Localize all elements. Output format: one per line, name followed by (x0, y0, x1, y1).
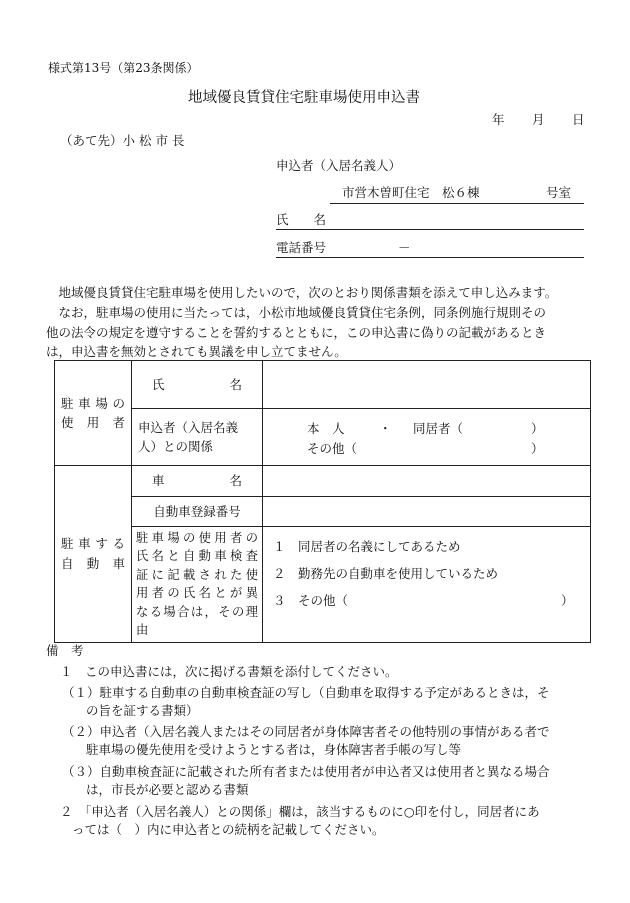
note-2-cont: っては（ ）内に申込者との続柄を記載してください。 (72, 822, 385, 837)
reason-option-2[interactable]: ２ 勤務先の自動車を使用しているため (273, 566, 499, 581)
body-line-2: なお，駐車場の使用に当たっては，小松市地域優良賃貸住宅条例，同条例施行規則その (46, 305, 547, 320)
reason-option-1[interactable]: １ 同居者の名義にしてあるため (273, 539, 461, 554)
note-1-2: （２）申込者（入居名義人またはその同居者が身体障害者その他特別の事情がある者で (62, 724, 550, 739)
car-name-label: 車 名 (132, 466, 263, 497)
reason-option-3[interactable]: ３ その他（ (273, 593, 349, 608)
application-table (54, 360, 591, 643)
note-1-1: （１）駐車する自動車の自動車検査証の写し（自動車を取得する予定があるときは，そ (62, 685, 550, 700)
reason-option-3-close: ） (561, 593, 574, 608)
phone-dash: － (398, 240, 411, 255)
reason-options (263, 527, 591, 643)
date-day-label: 日 (572, 112, 585, 127)
address-underline (330, 203, 584, 204)
address-text: 市営木曽町住宅 松６棟 (342, 185, 480, 200)
note-1-2-cont: 駐車場の優先使用を受けようとする者は，身体障害者手帳の写し等 (86, 742, 462, 757)
user-section-header: 駐車場の 使 用 者 (55, 361, 132, 466)
relation-field[interactable] (263, 409, 591, 466)
relation-cohabitant-close: ） (531, 421, 544, 436)
user-name-field[interactable] (263, 361, 591, 409)
note-1-3-cont: は，市長が必要と認める書類 (86, 782, 249, 797)
date-month-label: 月 (532, 112, 545, 127)
phone-label: 電話番号 (276, 240, 327, 255)
note-1: １ この申込書には，次に掲げる書類を添付してください。 (60, 664, 398, 679)
relation-separator: ・ (379, 421, 392, 436)
applicant-heading: 申込者（入居名義人） (276, 158, 402, 173)
addressee: （あて先）小 松 市 長 (60, 133, 185, 148)
note-2: ２ 「申込者（入居名義人）との関係」欄は，該当するものに○印を付し，同居者にあ (60, 804, 540, 819)
body-line-1: 地域優良賃貸住宅駐車場を使用したいので，次のとおり関係書類を添えて申し込みます。 (46, 285, 558, 300)
user-name-label: 氏 名 (132, 361, 263, 409)
date-year-label: 年 (492, 112, 505, 127)
form-number: 様式第13号（第23条関係） (48, 61, 199, 75)
room-suffix: 号室 (546, 185, 572, 200)
name-label: 氏 名 (276, 212, 327, 227)
page-title: 地域優良賃貸住宅駐車場使用申込書 (188, 90, 420, 106)
phone-field[interactable] (276, 257, 584, 258)
note-1-1-cont: の旨を証する書類） (86, 703, 199, 718)
relation-self-option[interactable]: 本 人 (307, 421, 345, 436)
notes-heading: 備 考 (46, 643, 84, 658)
relation-other-option[interactable]: その他（ (307, 441, 358, 456)
registration-label: 自動車登録番号 (132, 497, 263, 527)
relation-cohabitant-option[interactable]: 同居者（ (413, 421, 464, 436)
note-1-3: （３）自動車検査証に記載された所有者または使用者が申込者又は使用者と異なる場合 (62, 764, 550, 779)
name-field[interactable] (276, 229, 584, 230)
registration-field[interactable] (263, 497, 591, 527)
body-line-3: 他の法令の規定を遵守することを誓約するとともに，この申込書に偽りの記載があるとき (46, 325, 547, 340)
body-line-4: は，申込書を無効とされても異議を申し立てません。 (46, 344, 347, 359)
car-name-field[interactable] (263, 466, 591, 497)
vehicle-section-header: 駐車する 自 動 車 (55, 466, 132, 643)
relation-other-close: ） (531, 441, 544, 456)
relation-label: 申込者（入居名義 人）との関係 (132, 409, 263, 466)
reason-label: 駐車場の使用者の 氏名と自動車検査 証に記載された使 用者の氏名とが異 なる場合は，その理 由 (132, 527, 263, 643)
